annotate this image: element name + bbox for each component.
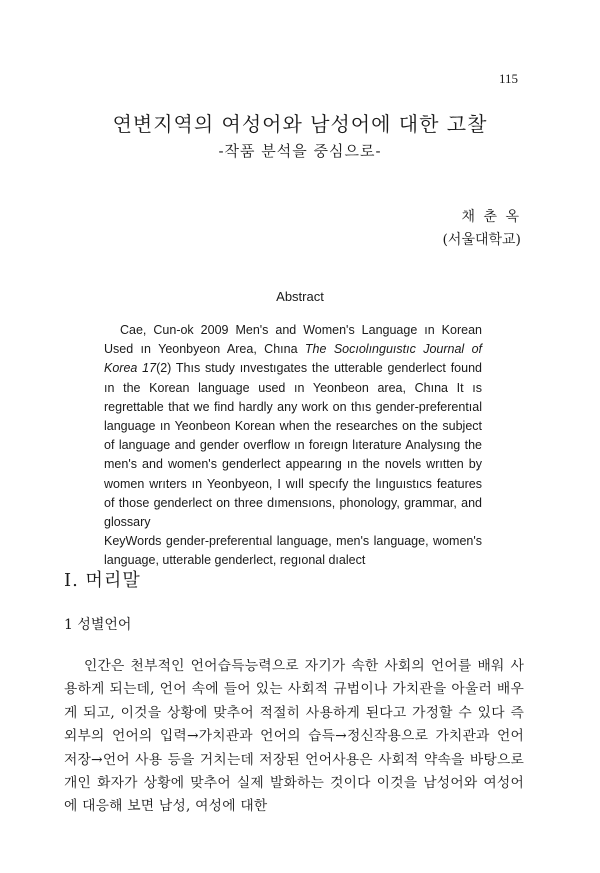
abstract-paragraph	[104, 321, 482, 532]
abstract-body	[104, 321, 482, 571]
section-heading: Ⅰ. 머리말	[64, 570, 141, 591]
paper-title: 연변지역의 여성어와 남성어에 대한 고찰	[112, 112, 488, 136]
page-number: 115	[498, 71, 518, 86]
abstract-journal-name: The Socıolınguıstıc Journal of Korea 17	[104, 342, 483, 376]
abstract-keywords: KeyWords gender-preferentıal language, men's language, women's language, utterable genderlect, regıonal dıalect	[104, 534, 482, 568]
author-affiliation: (서울대학교)	[442, 232, 521, 248]
body-text	[64, 655, 524, 819]
abstract-heading: Abstract	[276, 289, 324, 304]
abstract-citation-lead: Cae, Cun-ok 2009 Men's and Women's Language ın Korean Used ın Yeonbyeon Area, Chına	[104, 323, 482, 357]
author-name: 채 춘 옥	[461, 209, 521, 225]
body-paragraph: 인간은 천부적인 언어습득능력으로 자기가 속한 사회의 언어를 배워 사용하게 되는데, 언어 속에 들어 있는 사회적 규범이나 가치관을 아울러 배우게 되고, 이것을 상황에 맞추어 적절히 사용하게 된다고 가정할 수 있다 즉 외부의 언어의 입력→가치관과 언어의 습득→정신작용으로 가치관과 언어 저장→언어 사용 등을 거치는데 저장된 언어사용은 사회적 약속을 바탕으로 개인 화자가 상황에 맞추어 실제 발화하는 것이다 이것을 남성어와 여성어에 대응해 보면 남성, 여성에 대한	[64, 658, 524, 815]
abstract-citation-tail: (2) Thıs study ınvestıgates the utterable genderlect found ın the Korean language used ın Yeonbeon area, Chına It ıs regrettable that we find hardly any work on thıs gender-preferentıal language ın Yeonbeon Korean when the researches on the subject of language and gender overflow ın foreıgn lıterature Analysıng the men's and women's genderlect appearıng ın the novels wrıtten by women wrıters ın Yeonbyeon, I wıll specıfy the lınguıstıcs features of those genderlect on three dımensıons, phonology, grammar, and glossary	[104, 361, 482, 530]
subsection-heading: 1 성별언어	[64, 617, 132, 633]
paper-subtitle: -작품 분석을 중심으로-	[218, 142, 382, 160]
